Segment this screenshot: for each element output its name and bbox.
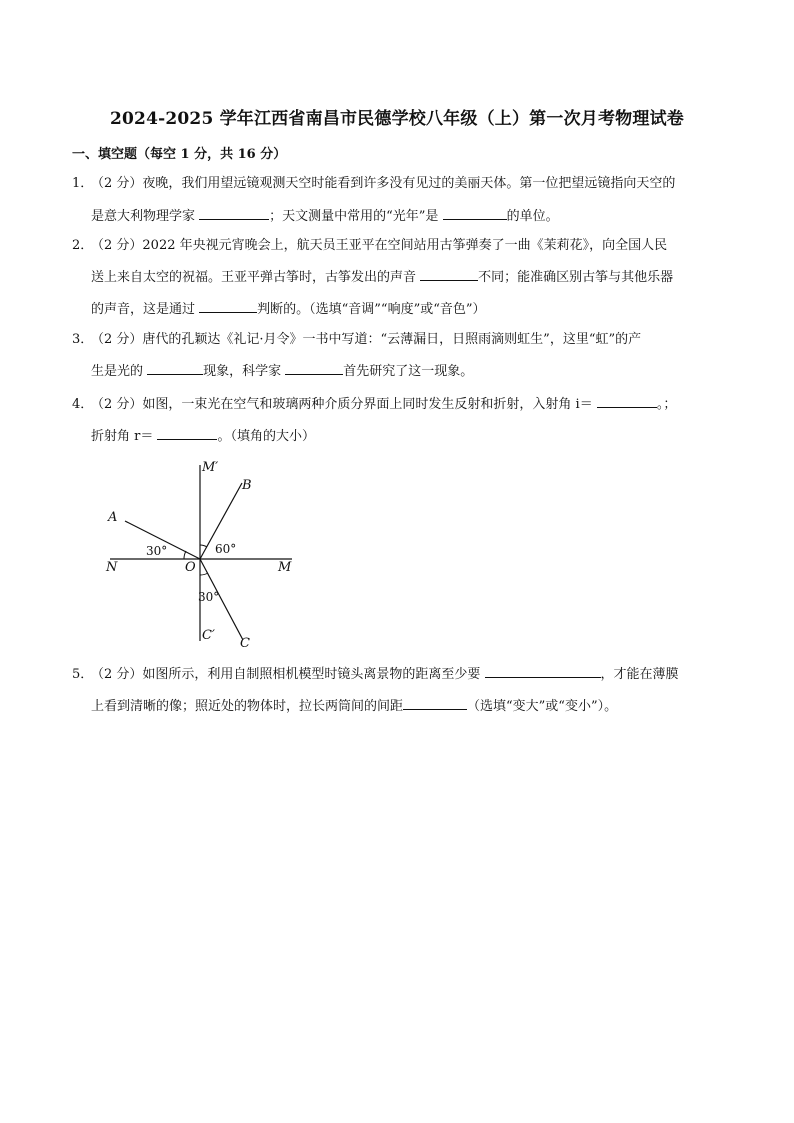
angle-label-right: 60° xyxy=(215,542,237,556)
angle-label-lower: 30° xyxy=(198,590,220,604)
answer-blank[interactable] xyxy=(443,207,507,220)
answer-blank[interactable] xyxy=(403,697,467,710)
answer-blank[interactable] xyxy=(485,665,601,678)
question-number: 2． xyxy=(72,238,94,253)
label-m-prime: M′ xyxy=(202,460,219,475)
answer-blank[interactable] xyxy=(199,207,269,220)
answer-blank[interactable] xyxy=(597,395,657,408)
label-c: C xyxy=(240,636,250,651)
angle-arc-lower xyxy=(200,573,208,575)
question-number: 4． xyxy=(72,397,94,412)
question-3: 3．（2 分）唐代的孔颖达《礼记·月令》一书中写道：“云薄漏日，日照雨滴则虹生”，这里“虹”的产 生是光的 现象，科学家 首先研究了这一现象。 xyxy=(72,332,642,379)
question-4: 4．（2 分）如图，一束光在空气和玻璃两种介质分界面上同时发生反射和折射，入射角 i＝ 。； 折射角 r＝ 。（填角的大小） xyxy=(72,397,677,444)
angle-arc-right xyxy=(200,545,207,547)
question-number: 3． xyxy=(72,332,94,347)
answer-blank[interactable] xyxy=(147,362,203,375)
label-a: A xyxy=(108,510,118,525)
page-title: 2024-2025 学年江西省南昌市民德学校八年级（上）第一次月考物理试卷 xyxy=(109,109,684,129)
answer-blank[interactable] xyxy=(157,427,217,440)
answer-blank[interactable] xyxy=(285,362,343,375)
label-m: M xyxy=(278,560,292,575)
angle-arc-left xyxy=(184,551,186,559)
label-b: B xyxy=(242,478,252,493)
answer-blank[interactable] xyxy=(199,300,257,313)
question-2: 2．（2 分）2022 年央视元宵晚会上，航天员王亚平在空间站用古筝弹奏了一曲《茉莉花》，向全国人民 送上来自太空的祝福。王亚平弹古筝时，古筝发出的声音 不同；能准确区别古筝与其他乐器 的声音，这是通过 判断的。（选填“音调”“响度”或“音色”） xyxy=(72,238,674,317)
answer-blank[interactable] xyxy=(420,268,478,281)
question-5: 5．（2 分）如图所示，利用自制照相机模型时镜头离景物的距离至少要 ，才能在薄膜 上看到清晰的像；照近处的物体时，拉长两筒间的间距 （选填“变大”或“变小”）。 xyxy=(72,667,679,714)
question-number: 1． xyxy=(72,176,94,191)
reflection-refraction-diagram xyxy=(100,455,320,655)
label-o: O xyxy=(185,560,196,575)
question-1: 1．（2 分）夜晚，我们用望远镜观测天空时能看到许多没有见过的美丽天体。第一位把望远镜指向天空的 是意大利物理学家 ；天文测量中常用的“光年”是 的单位。 xyxy=(72,176,676,224)
label-n: N xyxy=(106,560,118,575)
section-heading: 一、填空题（每空 1 分，共 16 分） xyxy=(72,147,287,162)
question-number: 5． xyxy=(72,667,94,682)
angle-label-left: 30° xyxy=(146,544,168,558)
label-c-prime: C′ xyxy=(202,628,215,643)
